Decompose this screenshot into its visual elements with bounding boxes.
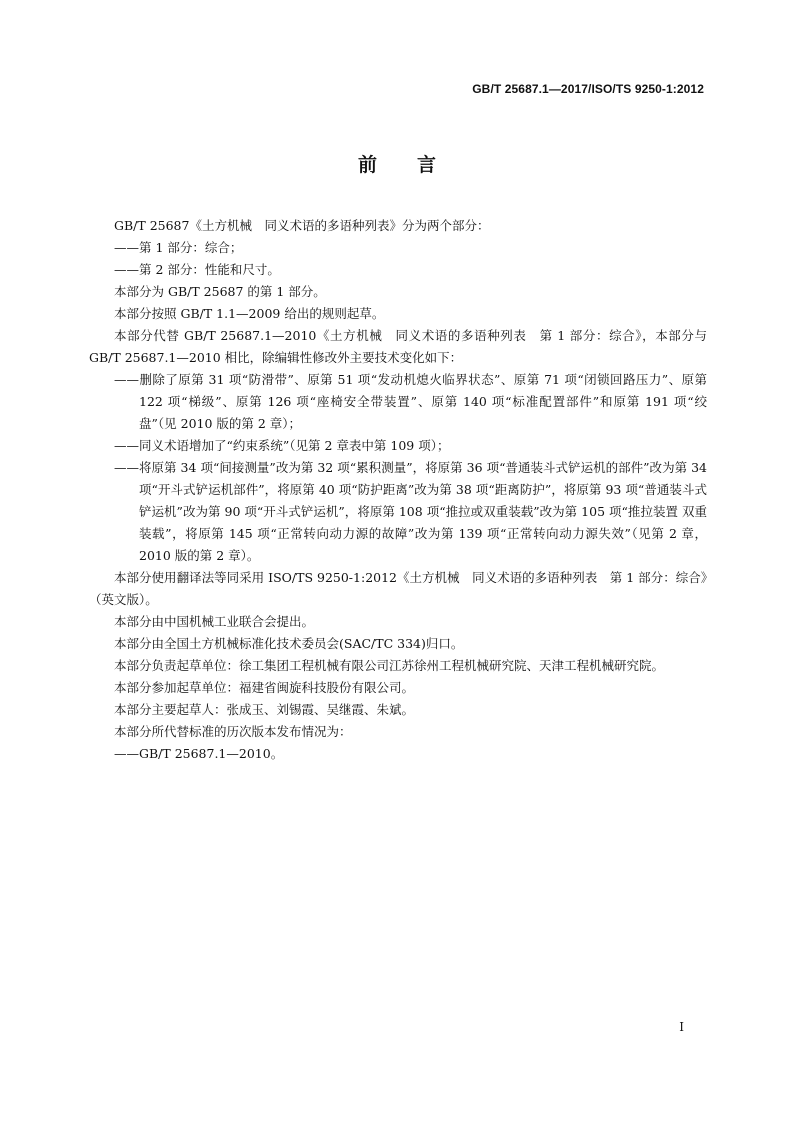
paragraph-drafters: 本部分主要起草人：张成玉、刘锡霞、吴继霞、朱斌。: [114, 702, 415, 717]
change-item-renamed: ——将原第 34 项“间接测量”改为第 32 项“累积测量”，将原第 36 项“普通装斗式铲运机的部件”改为第 34 项“开斗式铲运机部件”，将原第 40 项“防护距离”改为第 38 项“距离防护”，将原第 93 项“普通装斗式铲运机”改为第 90 项“开斗式铲运机”，将原第 108 项“推拉或双重装载”改为第 105 项“推拉装置 双重装载”，将原第 145 项“正常转向动力源的故障”改为第 139 项“正常转向动力源失效”（见第 2 章，2010 版的第 2 章）。: [114, 460, 707, 563]
foreword-body: [89, 215, 707, 765]
page-title: [0, 150, 794, 177]
paragraph-managed-by: 本部分由全国土方机械标准化技术委员会(SAC/TC 334)归口。: [114, 636, 464, 651]
paragraph-participating-units: 本部分参加起草单位：福建省闽旋科技股份有限公司。: [114, 680, 415, 695]
standard-code-header: GB/T 25687.1—2017/ISO/TS 9250-1:2012: [472, 82, 704, 96]
paragraph-part-of: 本部分为 GB/T 25687 的第 1 部分。: [114, 284, 326, 299]
paragraph-translation: 本部分使用翻译法等同采用 ISO/TS 9250-1:2012《土方机械 同义术语的多语种列表 第 1 部分：综合》（英文版）。: [89, 570, 707, 607]
paragraph-history: 本部分所代替标准的历次版本发布情况为：: [114, 724, 352, 739]
paragraph-proposed-by: 本部分由中国机械工业联合会提出。: [114, 614, 315, 629]
change-item-added: ——同义术语增加了“约束系统”（见第 2 章表中第 109 项）；: [114, 438, 450, 453]
list-item-previous-version: ——GB/T 25687.1—2010。: [114, 746, 284, 761]
paragraph-drafting-units: 本部分负责起草单位：徐工集团工程机械有限公司江苏徐州工程机械研究院、天津工程机械研究院。: [114, 658, 665, 673]
paragraph-replaces: 本部分代替 GB/T 25687.1—2010《土方机械 同义术语的多语种列表 第 1 部分：综合》，本部分与 GB/T 25687.1—2010 相比，除编辑性修改外主要技术变化如下：: [89, 328, 707, 365]
list-item-part-1: ——第 1 部分：综合；: [114, 240, 243, 255]
paragraph-parts-intro: GB/T 25687《土方机械 同义术语的多语种列表》分为两个部分：: [114, 218, 490, 233]
page-number: I: [679, 1020, 684, 1034]
change-item-deleted: ——删除了原第 31 项“防滑带”、原第 51 项“发动机熄火临界状态”、原第 71 项“闭锁回路压力”、原第 122 项“梯级”、原第 126 项“座椅安全带装置”、原第 140 项“标准配置部件”和原第 191 项“绞盘”（见 2010 版的第 2 章）；: [114, 372, 707, 431]
paragraph-drafting-rules: 本部分按照 GB/T 1.1—2009 给出的规则起草。: [114, 306, 385, 321]
title-char-2: 言: [417, 154, 437, 176]
list-item-part-2: ——第 2 部分：性能和尺寸。: [114, 262, 280, 277]
title-char-1: 前: [357, 154, 377, 176]
